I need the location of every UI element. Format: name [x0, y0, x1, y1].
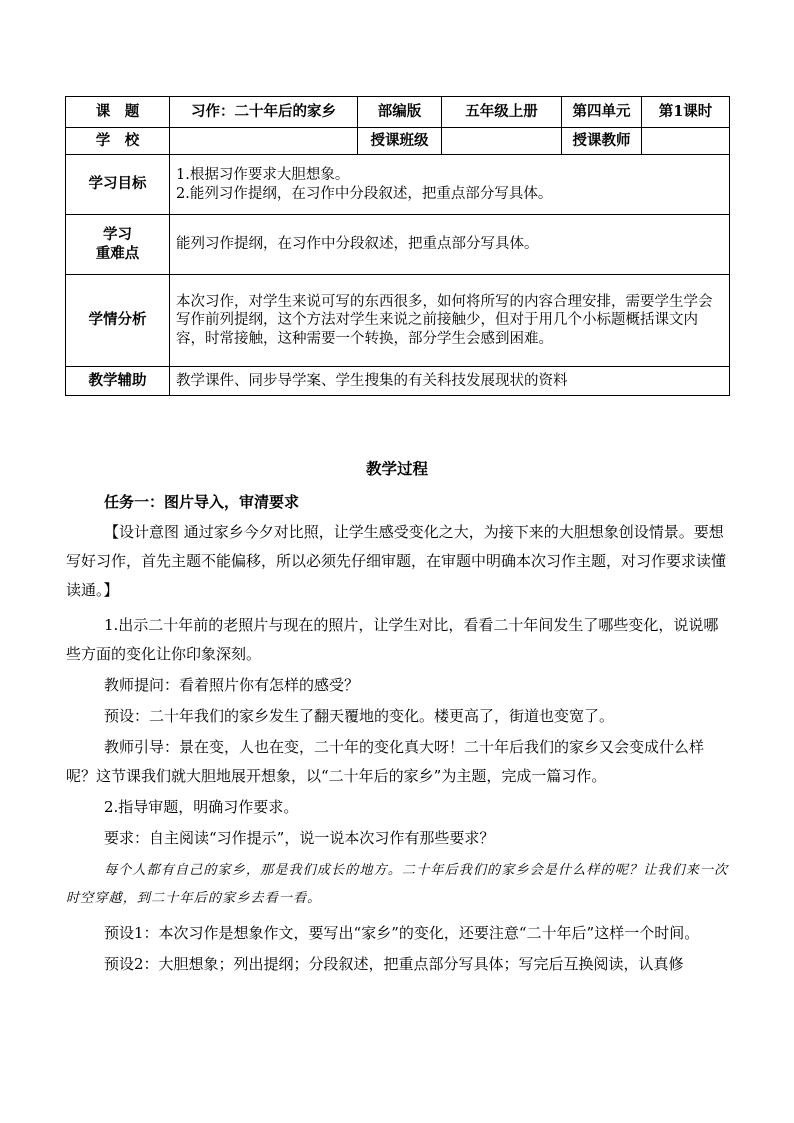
unit: 第四单元	[562, 97, 642, 128]
teacher-question: 教师提问：看着照片你有怎样的感受？	[104, 676, 360, 694]
table-row-analysis	[66, 275, 730, 367]
class-value	[442, 128, 562, 155]
aids-text: 教学课件、同步导学案、学生搜集的有关科技发展现状的资料	[170, 367, 730, 396]
teacher-label: 授课教师	[562, 128, 642, 155]
school-value	[170, 128, 358, 155]
preset-1: 预设：二十年我们的家乡发生了翻天覆地的变化。楼更高了，街道也变宽了。	[104, 707, 615, 725]
preset-answer-1: 预设1：本次习作是想象作文，要写出“家乡”的变化，还要注意“二十年后”这样一个时间。	[104, 924, 700, 942]
table-row-header	[66, 97, 730, 128]
edition: 部编版	[358, 97, 442, 128]
analysis-label: 学情分析	[66, 275, 170, 367]
goal-line-1: 1.根据习作要求大胆想象。	[176, 167, 350, 184]
analysis-text: 本次习作，对学生来说可写的东西很多，如何将所写的内容合理安排，需要学生学会写作前列提纲，这个方法对学生来说之前接触少，但对于用几个小标题概括课文内容，时常接触，这种需要一个转换，部分学生会感到困难。	[170, 275, 730, 367]
key-points-label	[66, 215, 170, 275]
goal-line-2: 2.能列习作提纲，在习作中分段叙述，把重点部分写具体。	[176, 185, 553, 202]
goals-label: 学习目标	[66, 155, 170, 215]
step-1: 1.出示二十年前的老照片与现在的照片，让学生对比，看看二十年间发生了哪些变化，说说哪些方面的变化让你印象深刻。	[66, 616, 719, 663]
step-2: 2.指导审题，明确习作要求。	[104, 798, 299, 816]
school-label: 学 校	[66, 128, 170, 155]
grade: 五年级上册	[442, 97, 562, 128]
process-body	[66, 490, 730, 979]
class-label: 授课班级	[358, 128, 442, 155]
teacher-value	[642, 128, 730, 155]
table-row-school	[66, 128, 730, 155]
goals-cell	[170, 155, 730, 215]
prompt-quote: 每个人都有自己的家乡，那是我们成长的地方。二十年后我们的家乡会是什么样的呢？让我们来一次时空穿越，到二十年后的家乡去看一看。	[66, 863, 729, 906]
teacher-guide: 教师引导：景在变，人也在变，二十年的变化真大呀！二十年后我们的家乡又会变成什么样呢？这节课我们就大胆地展开想象，以“二十年后的家乡”为主题，完成一篇习作。	[66, 738, 705, 785]
requirement: 要求：自主阅读“习作提示”，说一说本次习作有那些要求？	[104, 829, 495, 847]
key-points-label-line-2: 重难点	[95, 244, 140, 262]
key-points-label-line-1: 学习	[103, 226, 132, 244]
table-row-aids	[66, 367, 730, 396]
aids-label: 教学辅助	[66, 367, 170, 396]
preset-answer-2: 预设2：大胆想象；列出提纲；分段叙述，把重点部分写具体；写完后互换阅读，认真修	[104, 955, 684, 973]
lesson-info-table	[65, 96, 730, 396]
task1-heading: 任务一：图片导入，审清要求	[104, 493, 300, 511]
lesson-number: 第1课时	[642, 97, 730, 128]
topic-label: 课 题	[66, 97, 170, 128]
process-title: 教学过程	[365, 459, 428, 478]
table-row-key-points	[66, 215, 730, 275]
lesson-title: 习作：二十年后的家乡	[170, 97, 358, 128]
key-points-text: 能列习作提纲，在习作中分段叙述，把重点部分写具体。	[170, 215, 730, 275]
design-intent: 【设计意图 通过家乡今夕对比照，让学生感受变化之大，为接下来的大胆想象创设情景。要想写好习作，首先主题不能偏移，所以必须先仔细审题，在审题中明确本次习作主题，对习作要求读懂读通。】	[66, 523, 727, 599]
table-row-goals	[66, 155, 730, 215]
